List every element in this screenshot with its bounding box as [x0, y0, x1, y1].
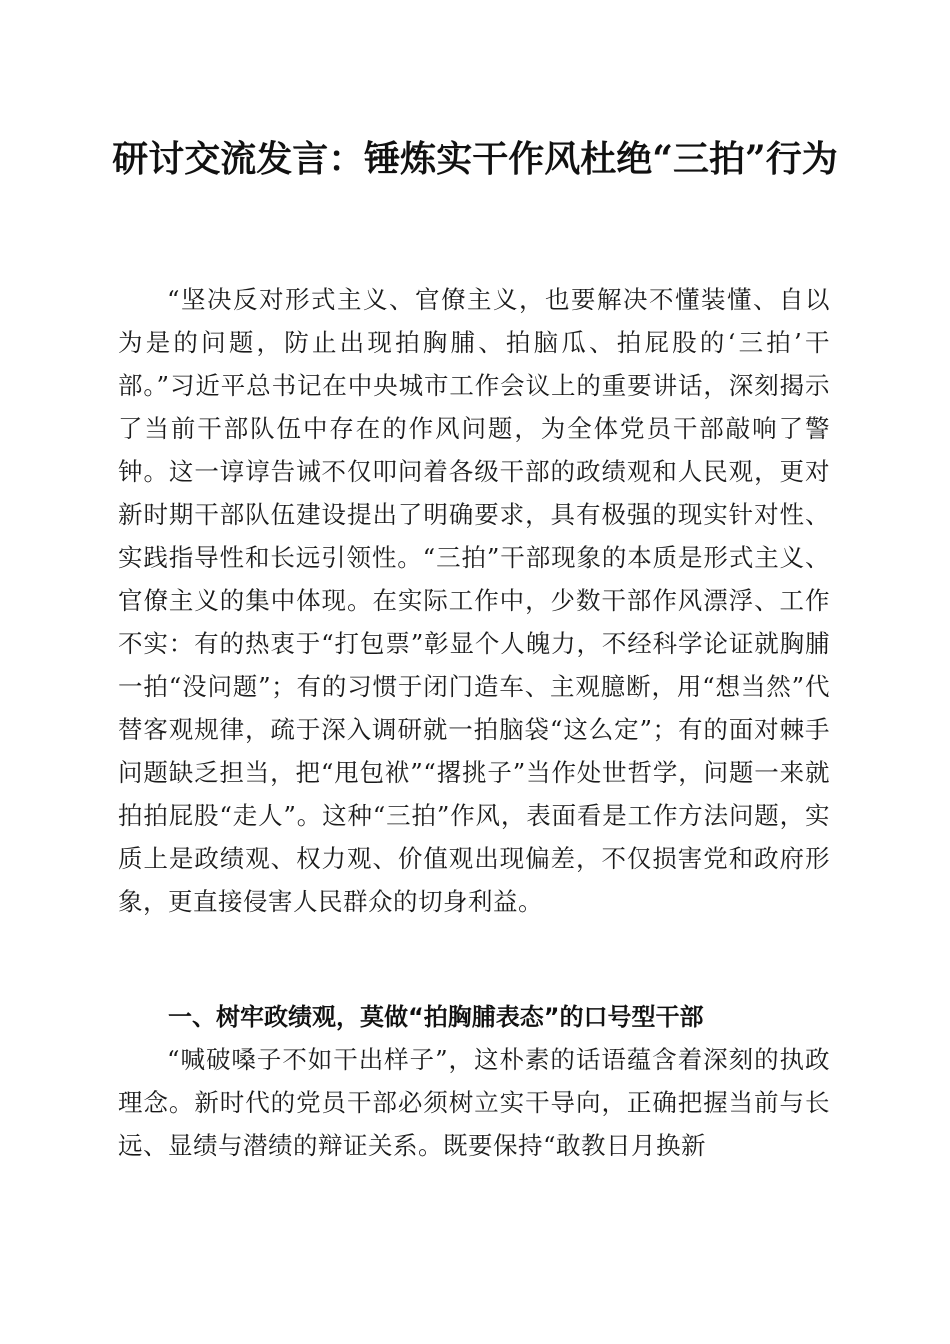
- document-title: 研讨交流发言：锤炼实干作风杜绝“三拍”行为: [112, 138, 838, 180]
- section-paragraph: “喊破嗓子不如干出样子”，这朴素的话语蕴含着深刻的执政理念。新时代的党员干部必须树立实干导向，正确把握当前与长远、显绩与潜绩的辩证关系。既要保持“敢教日月换新: [118, 1045, 830, 1160]
- section-heading: 一、树牢政绩观，莫做“拍胸脯表态”的口号型干部: [168, 1003, 704, 1031]
- intro-paragraph: “坚决反对形式主义、官僚主义，也要解决不懂装懂、自以为是的问题，防止出现拍胸脯、拍脑瓜、拍屁股的‘三拍’干部。”习近平总书记在中央城市工作会议上的重要讲话，深刻揭示了当前干部队伍中存在的作风问题，为全体党员干部敲响了警钟。这一谆谆告诫不仅叩问着各级干部的政绩观和人民观，更对新时期干部队伍建设提出了明确要求，具有极强的现实针对性、实践指导性和长远引领性。“三拍”干部现象的本质是形式主义、官僚主义的集中体现。在实际工作中，少数干部作风漂浮、工作不实：有的热衷于“打包票”彰显个人魄力，不经科学论证就胸脯一拍“没问题”；有的习惯于闭门造车、主观臆断，用“想当然”代替客观规律，疏于深入调研就一拍脑袋“这么定”；有的面对棘手问题缺乏担当，把“甩包袱”“撂挑子”当作处世哲学，问题一来就拍拍屁股“走人”。这种“三拍”作风，表面看是工作方法问题，实质上是政绩观、权力观、价值观出现偏差，不仅损害党和政府形象，更直接侵害人民群众的切身利益。: [118, 285, 830, 916]
